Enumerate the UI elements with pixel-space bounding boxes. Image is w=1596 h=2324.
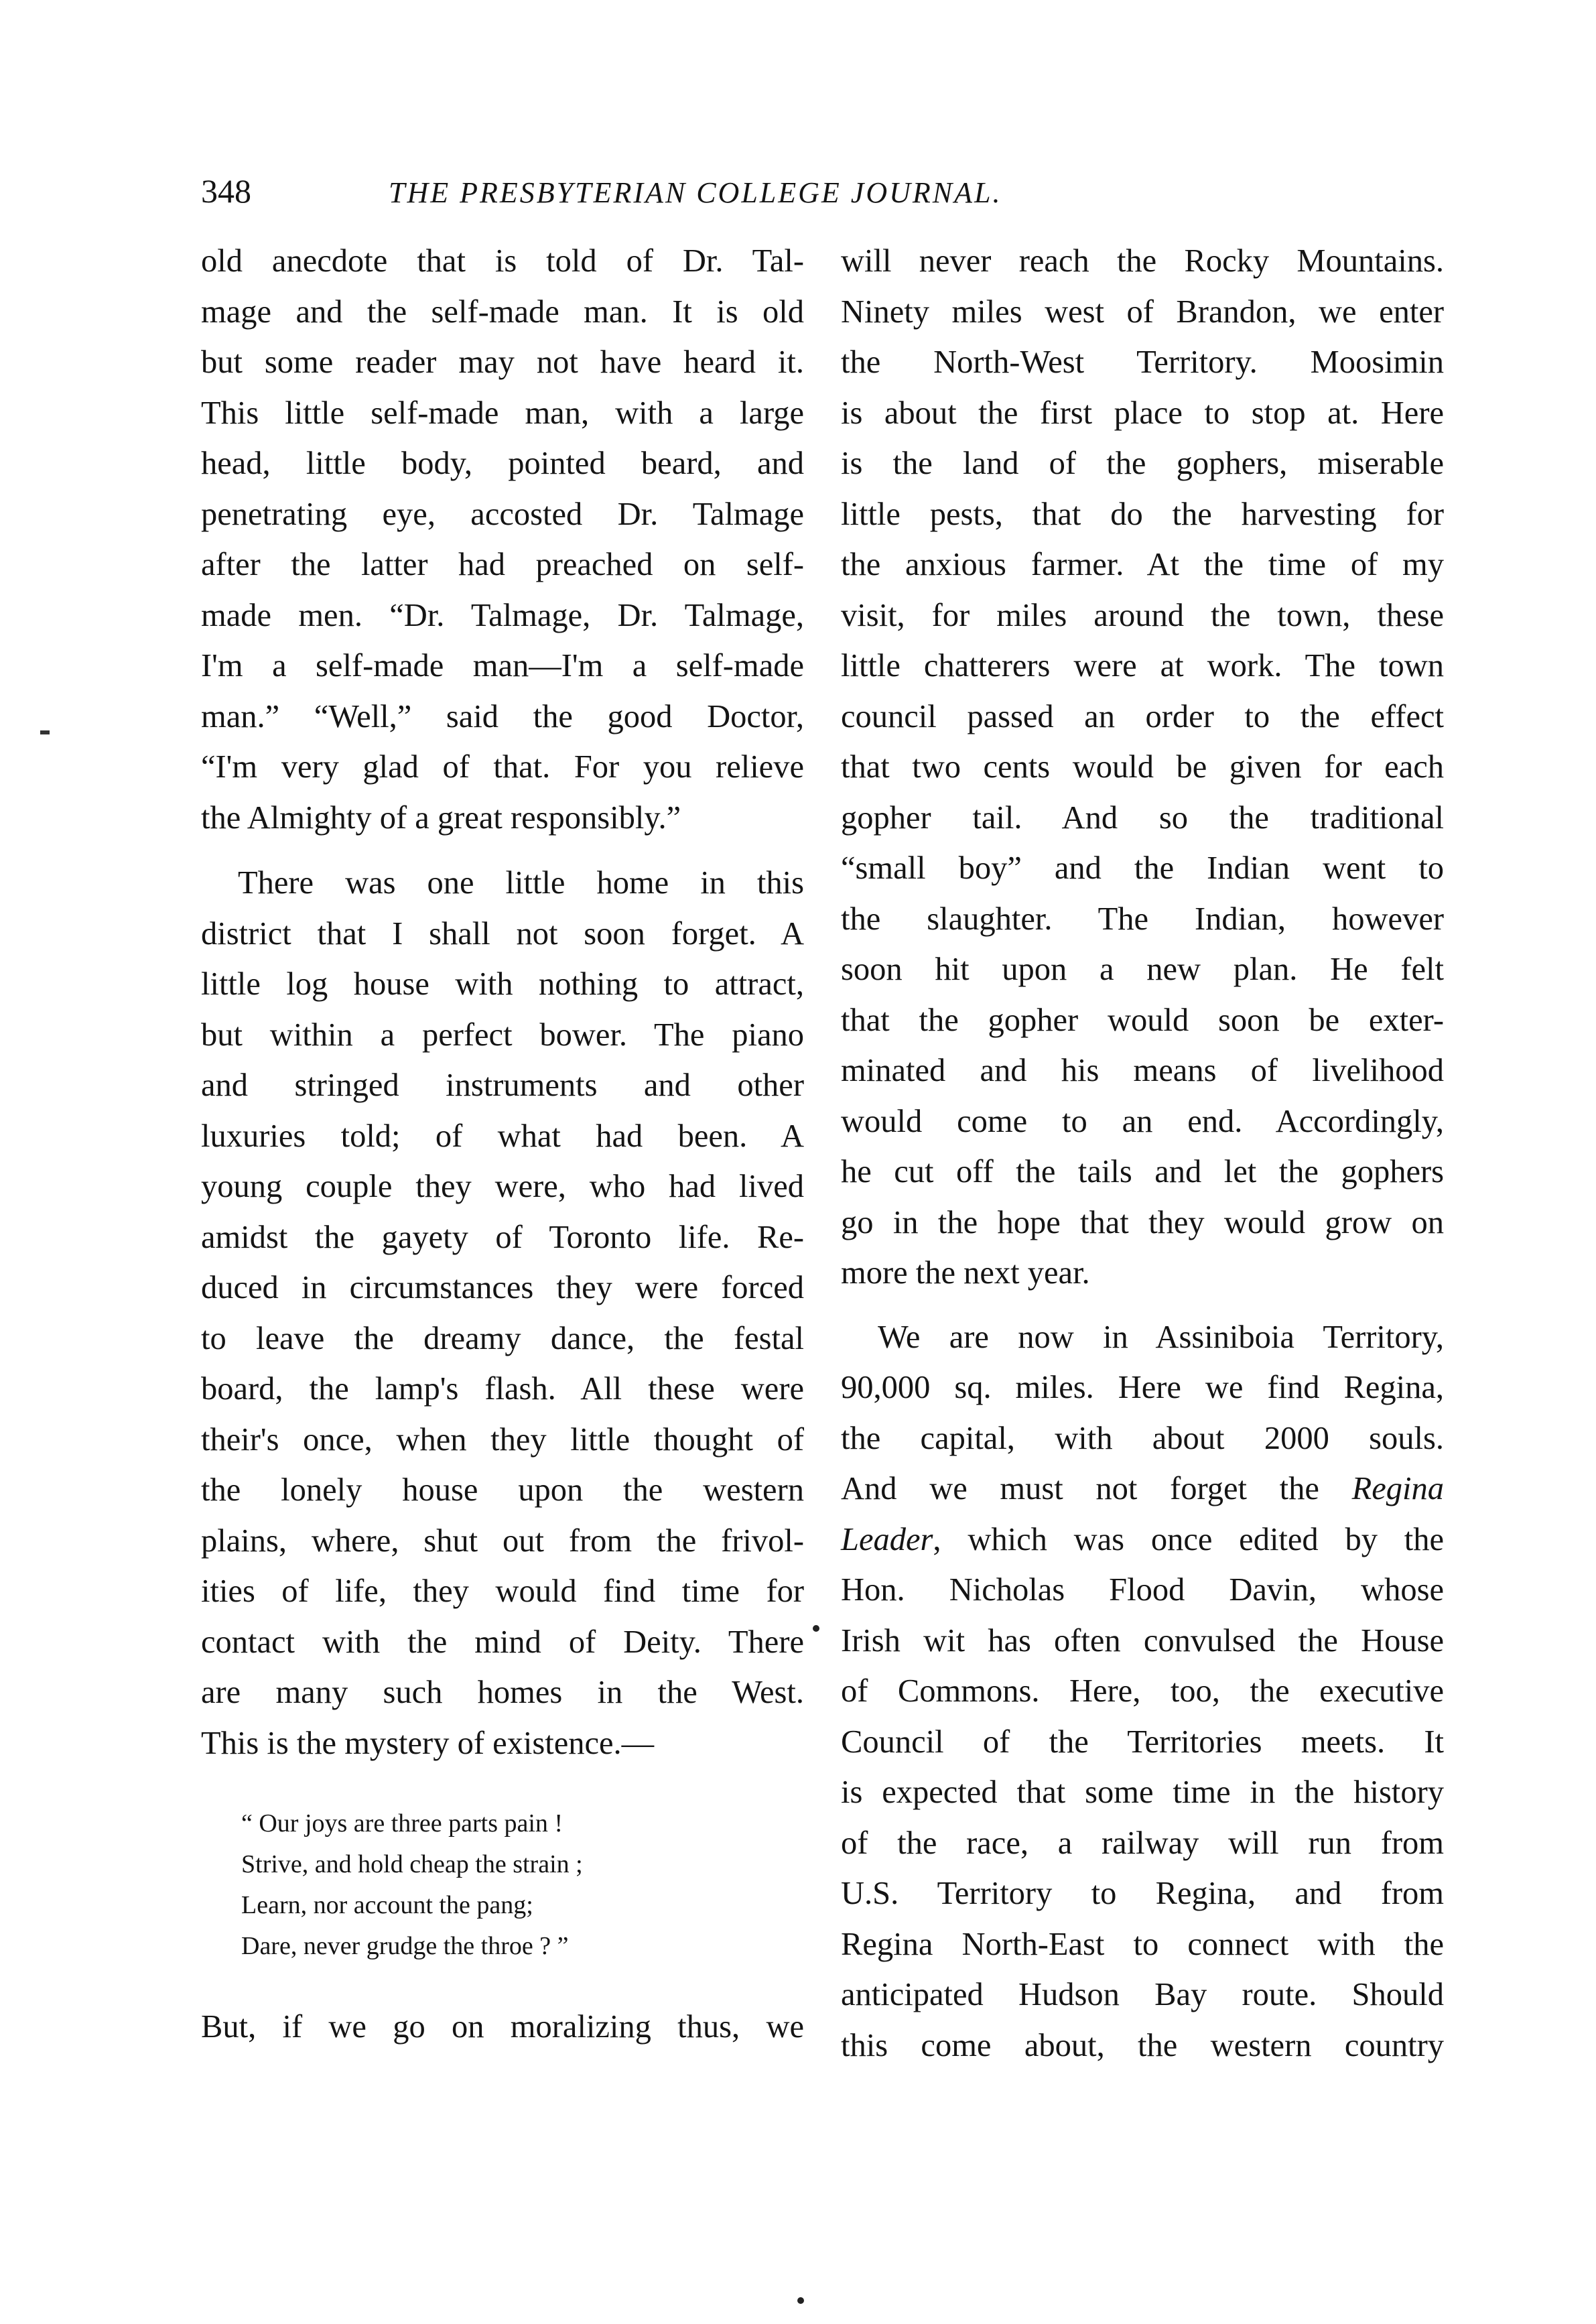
text-line: little chatterers were at work. The town: [841, 648, 1444, 684]
text-line: minated and his means of livelihood: [841, 1053, 1444, 1088]
right-paragraph-1: [841, 236, 1444, 1299]
text-line: And we must not forget the Regina: [841, 1471, 1444, 1506]
text-line: board, the lamp's flash. All these were: [201, 1371, 804, 1407]
text-line: is the land of the gophers, miserable: [841, 446, 1444, 481]
text-line: Regina North-East to connect with the: [841, 1926, 1444, 1962]
text-line: This little self-made man, with a large: [201, 395, 804, 431]
gutter-dot: [813, 1625, 819, 1632]
text-line: of Commons. Here, too, the executive: [841, 1673, 1444, 1709]
text-line: amidst the gayety of Toronto life. Re-: [201, 1219, 804, 1255]
text-line: but within a perfect bower. The piano: [201, 1017, 804, 1053]
text-line: after the latter had preached on self-: [201, 547, 804, 582]
text-line: district that I shall not soon forget. A: [201, 915, 804, 952]
text-line: the Almighty of a great responsibly.”: [201, 799, 681, 836]
text-line: ities of life, they would find time for: [201, 1573, 804, 1609]
text-line: the North-West Territory. Moosimin: [841, 344, 1444, 380]
verse-quotation: [241, 1803, 804, 1967]
text-line: made men. “Dr. Talmage, Dr. Talmage,: [201, 597, 804, 633]
left-paragraph-3: [201, 2002, 804, 2053]
text-line: “small boy” and the Indian went to: [841, 850, 1444, 886]
text-line: anticipated Hudson Bay route. Should: [841, 1977, 1444, 2012]
text-line: he cut off the tails and let the gophers: [841, 1154, 1444, 1189]
left-paragraph-2: [201, 858, 804, 1768]
text-line: the capital, with about 2000 souls.: [841, 1420, 1444, 1456]
text-line: Irish wit has often convulsed the House: [841, 1622, 1444, 1659]
text-line: more the next year.: [841, 1255, 1090, 1291]
text-line: council passed an order to the effect: [841, 698, 1444, 734]
text-line: visit, for miles around the town, these: [841, 597, 1444, 633]
text-line: Learn, nor account the pang;: [241, 1891, 533, 1919]
text-line: would come to an end. Accordingly,: [841, 1103, 1444, 1139]
text-line: that two cents would be given for each: [841, 749, 1444, 785]
text-line: “I'm very glad of that. For you relieve: [201, 749, 804, 785]
text-line: and stringed instruments and other: [201, 1068, 804, 1103]
text-line: penetrating eye, accosted Dr. Talmage: [201, 496, 804, 532]
right-paragraph-2: [841, 1312, 1444, 2071]
text-line: 90,000 sq. miles. Here we find Regina,: [841, 1370, 1444, 1405]
text-line: Leader, which was once edited by the: [841, 1521, 1444, 1557]
text-line: but some reader may not have heard it.: [201, 344, 804, 380]
bottom-dot: [797, 2297, 804, 2304]
text-line: go in the hope that they would grow on: [841, 1204, 1444, 1240]
text-line: the lonely house upon the western: [201, 1472, 804, 1508]
text-line: Hon. Nicholas Flood Davin, whose: [841, 1572, 1444, 1608]
text-line: duced in circumstances they were forced: [201, 1270, 804, 1305]
running-title: THE PRESBYTERIAN COLLEGE JOURNAL.: [389, 176, 1002, 209]
text-line: head, little body, pointed beard, and: [201, 446, 804, 481]
text-line: little log house with nothing to attract,: [201, 966, 804, 1002]
text-line: is about the first place to stop at. Here: [841, 395, 1444, 431]
text-line: will never reach the Rocky Mountains.: [841, 243, 1444, 279]
text-line: Dare, never grudge the throe ? ”: [241, 1932, 569, 1960]
text-line: the anxious farmer. At the time of my: [841, 547, 1444, 582]
left-column: [201, 236, 804, 2053]
text-line: U.S. Territory to Regina, and from: [841, 1876, 1444, 1911]
text-line: are many such homes in the West.: [201, 1675, 804, 1710]
text-line: luxuries told; of what had been. A: [201, 1118, 804, 1154]
left-paragraph-1: [201, 236, 804, 843]
text-line: to leave the dreamy dance, the festal: [201, 1320, 804, 1356]
text-line: man.” “Well,” said the good Doctor,: [201, 698, 804, 734]
text-line: This is the mystery of existence.—: [201, 1725, 655, 1761]
text-line: I'm a self-made man—I'm a self-made: [201, 648, 804, 684]
text-line: mage and the self-made man. It is old: [201, 294, 804, 330]
text-line: Council of the Territories meets. It: [841, 1724, 1444, 1760]
text-line: “ Our joys are three parts pain !: [241, 1809, 563, 1837]
text-line: But, if we go on moralizing thus, we: [201, 2009, 804, 2045]
text-line: the slaughter. The Indian, however: [841, 901, 1444, 937]
text-line: Strive, and hold cheap the strain ;: [241, 1850, 583, 1878]
text-line: young couple they were, who had lived: [201, 1169, 804, 1204]
text-line: There was one little home in this: [238, 865, 804, 901]
text-line: soon hit upon a new plan. He felt: [841, 952, 1444, 987]
text-line: this come about, the western country: [841, 2027, 1444, 2063]
text-line: is expected that some time in the history: [841, 1774, 1444, 1810]
text-line: plains, where, shut out from the frivol-: [201, 1523, 804, 1559]
text-line: old anecdote that is told of Dr. Tal-: [201, 243, 804, 279]
page-number: 348: [201, 172, 251, 210]
text-line: of the race, a railway will run from: [841, 1825, 1444, 1861]
text-line: We are now in Assiniboia Territory,: [878, 1319, 1444, 1355]
text-line: that the gopher would soon be exter-: [841, 1002, 1444, 1038]
text-line: little pests, that do the harvesting for: [841, 496, 1444, 532]
text-line: gopher tail. And so the traditional: [841, 799, 1444, 836]
margin-mark: [40, 730, 50, 734]
text-line: contact with the mind of Deity. There: [201, 1624, 804, 1660]
right-column: [841, 236, 1444, 2071]
text-line: Ninety miles west of Brandon, we enter: [841, 294, 1444, 330]
text-line: their's once, when they little thought of: [201, 1421, 804, 1458]
